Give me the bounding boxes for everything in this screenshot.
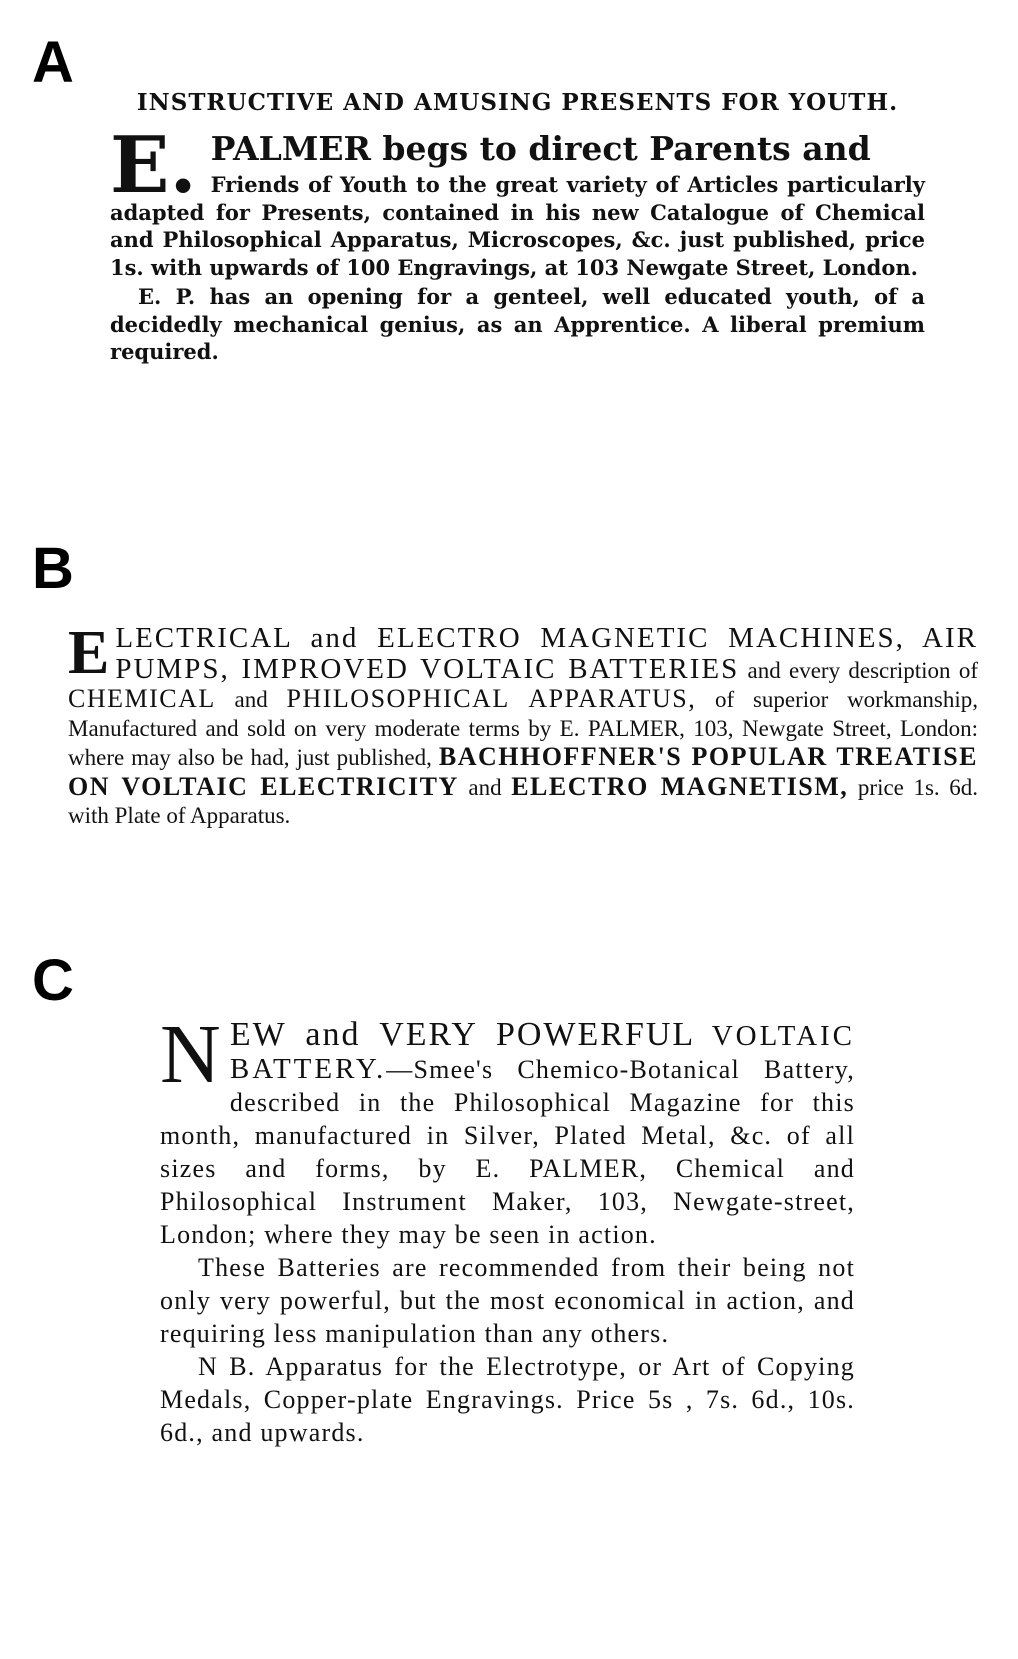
ad-a-dropcap: E.	[110, 120, 197, 211]
ad-c-paragraph-1: —Smee's Chemico-Botanical Battery, described in the Philosophical Magazine for this month, manufactured in Silver, Plated Metal, &c. of all sizes and forms, by E. PALMER, Chemical and Philosophical Instrument Maker, 103, Newgate-street, London; where they may be seen in action.	[160, 1055, 855, 1249]
panel-label-c: C	[32, 948, 74, 1013]
ad-b-text-2: and	[234, 687, 268, 712]
ad-c-body	[160, 1008, 856, 1449]
ad-b-caps-1: CHEMICAL	[68, 684, 216, 713]
ad-a-heading: INSTRUCTIVE AND AMUSING PRESENTS FOR YOUTH.	[136, 89, 899, 116]
advertisement-c	[160, 1008, 856, 1449]
ad-b-dropcap: E	[68, 619, 110, 687]
ad-a-paragraph-1: Friends of Youth to the great variety of Articles particularly adapted for Presents, contained in his new Catalogue of Chemical and Philosophical Apparatus, Microscopes, &c. just published, price 1s. with upwards of 100 Engravings, at 103 Newgate Street, London.	[110, 172, 925, 280]
ad-a-paragraph-2: E. P. has an opening for a genteel, well educated youth, of a decidedly mechanical genius, as an Apprentice. A liberal premium required.	[110, 284, 925, 364]
ad-b-text-1: and every description of	[747, 657, 978, 683]
ad-b-lead: LECTRICAL and ELECTRO MAGNETIC MACHINES, AIR PUMPS, IMPROVED VOLTAIC BATTERIES	[115, 622, 978, 685]
ad-c-paragraph-3: N B. Apparatus for the Electrotype, or Art of Copying Medals, Copper-plate Engravings. Price 5s , 7s. 6d., 10s. 6d., and upwards.	[160, 1352, 855, 1447]
advertisement-a	[110, 88, 925, 366]
ad-a-body	[110, 120, 925, 366]
ad-c-paragraph-2: These Batteries are recommended from their being not only very powerful, but the most economical in action, and requiring less manipulation than any others.	[160, 1253, 855, 1348]
advertisement-b	[68, 619, 979, 831]
ad-b-text-4: and	[468, 774, 502, 800]
ad-c-lead: EW and VERY POWERFUL	[229, 1016, 696, 1053]
panel-label-a: A	[32, 30, 74, 95]
panel-label-b: B	[32, 536, 74, 601]
ad-b-caps-2: PHILOSOPHICAL APPARATUS,	[286, 684, 697, 713]
ad-b-caps-3: BACHHOFFNER'S POPULAR TREATISE ON VOLTAIC ELECTRICITY	[68, 742, 979, 801]
ad-c-caps: VOLTAIC BATTERY.	[229, 1020, 856, 1085]
ad-b-body	[68, 619, 979, 831]
ad-b-text-3: of superior workmanship, Manufactured and sold on very moderate terms by E. PALMER, 103, Newgate Street, London: where may also be had, just published,	[68, 687, 979, 770]
ad-b-text-5: price 1s. 6d. with Plate of Apparatus.	[68, 774, 979, 828]
ad-c-dropcap: N	[160, 1008, 222, 1101]
ad-b-caps-4: ELECTRO MAGNETISM,	[511, 771, 849, 801]
ad-a-lead: PALMER begs to direct Parents and	[210, 129, 871, 168]
